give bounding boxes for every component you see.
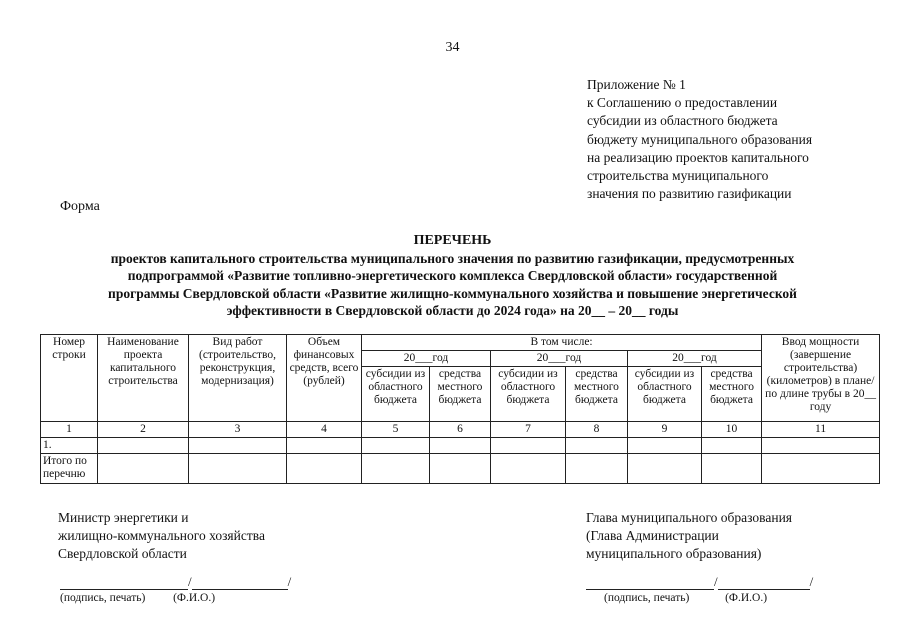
table-cell <box>287 438 362 454</box>
header-row-number: Номер строки <box>41 335 98 422</box>
signatory-right <box>586 509 792 564</box>
slash: / <box>287 574 292 589</box>
col-number: 2 <box>98 422 189 438</box>
projects-table <box>40 334 880 484</box>
slash: / <box>809 574 814 589</box>
table-cell <box>762 454 880 484</box>
table-cell <box>628 454 702 484</box>
appendix-line: строительства муниципального <box>587 168 769 184</box>
total-row <box>41 454 880 484</box>
table-cell <box>287 454 362 484</box>
header-local-1: средства местного бюджета <box>430 367 491 422</box>
title-line: программы Свердловской области «Развитие жилищно-коммунального хозяйства и повышение энергетической <box>108 285 797 301</box>
signature-blank <box>60 577 188 590</box>
header-capacity: Ввод мощности (завершение строительства) (километров) в плане/по длине трубы в 20__ году <box>762 335 880 422</box>
table-cell <box>362 438 430 454</box>
signature-field-right <box>586 574 813 604</box>
appendix-line: на реализацию проектов капитального <box>587 149 809 165</box>
appendix-block <box>587 76 887 203</box>
title-line: эффективности в Свердловской области до 2024 года» на 20__ – 20__ годы <box>226 303 679 318</box>
header-amount: Объем финансовых средств, всего (рублей) <box>287 335 362 422</box>
signatory-line: жилищно-коммунального хозяйства <box>58 528 265 544</box>
col-number: 10 <box>702 422 762 438</box>
signatory-line: Свердловской области <box>58 546 187 562</box>
name-blank <box>718 577 810 590</box>
appendix-line: бюджету муниципального образования <box>587 131 813 147</box>
col-number: 6 <box>430 422 491 438</box>
caption-signature: (подпись, печать) <box>604 592 690 604</box>
signature-blank <box>586 577 714 590</box>
title-heading: ПЕРЕЧЕНЬ <box>413 233 492 248</box>
table-cell <box>566 438 628 454</box>
table-cell <box>566 454 628 484</box>
table-cell <box>430 438 491 454</box>
title-line: подпрограммой «Развитие топливно-энергетического комплекса Свердловской области» государственной <box>127 268 778 283</box>
year-header-2: 20___год <box>491 351 628 367</box>
name-blank <box>192 577 288 590</box>
col-number: 11 <box>762 422 880 438</box>
appendix-line: к Соглашению о предоставлении <box>587 95 778 111</box>
table-cell <box>98 438 189 454</box>
col-number: 9 <box>628 422 702 438</box>
caption-signature: (подпись, печать) <box>60 592 146 604</box>
document-title <box>40 232 865 320</box>
table-cell <box>362 454 430 484</box>
appendix-line: Приложение № 1 <box>587 77 686 92</box>
slash: / <box>714 574 718 589</box>
signatory-line: (Глава Администрации <box>586 528 719 544</box>
header-local-2: средства местного бюджета <box>566 367 628 422</box>
table-cell <box>762 438 880 454</box>
col-number: 1 <box>41 422 98 438</box>
slash: / <box>188 574 192 589</box>
table-row <box>41 438 880 454</box>
year-header-3: 20___год <box>628 351 762 367</box>
col-number: 5 <box>362 422 430 438</box>
table-cell <box>189 438 287 454</box>
signatory-left <box>58 509 265 564</box>
table-cell <box>628 438 702 454</box>
caption-name: (Ф.И.О.) <box>173 592 216 604</box>
form-label: Форма <box>60 199 100 214</box>
table-cell <box>98 454 189 484</box>
col-number: 3 <box>189 422 287 438</box>
table-cell <box>491 454 566 484</box>
header-including: В том числе: <box>362 335 762 351</box>
total-label: Итого по перечню <box>41 454 98 484</box>
signatory-line: Министр энергетики и <box>58 510 189 525</box>
page-number: 34 <box>445 40 460 55</box>
table-cell <box>491 438 566 454</box>
header-local-3: средства местного бюджета <box>702 367 762 422</box>
caption-name: (Ф.И.О.) <box>725 592 768 604</box>
row-number-cell: 1. <box>41 438 98 454</box>
title-line: проектов капитального строительства муниципального значения по развитию газификации, предусмотренных <box>110 250 795 266</box>
signatory-line: Глава муниципального образования <box>586 510 793 525</box>
header-subsidy-2: субсидии из областного бюджета <box>491 367 566 422</box>
col-number: 7 <box>491 422 566 438</box>
col-number: 4 <box>287 422 362 438</box>
header-subsidy-1: субсидии из областного бюджета <box>362 367 430 422</box>
table-cell <box>702 454 762 484</box>
signature-field-left <box>60 574 291 604</box>
year-header-1: 20___год <box>362 351 491 367</box>
table-cell <box>430 454 491 484</box>
column-number-row <box>41 422 880 438</box>
table-cell <box>189 454 287 484</box>
header-work-type: Вид работ (строительство, реконструкция, модернизация) <box>189 335 287 422</box>
col-number: 8 <box>566 422 628 438</box>
appendix-line: значения по развитию газификации <box>587 186 792 202</box>
header-project-name: Наименование проекта капитального строительства <box>98 335 189 422</box>
header-subsidy-3: субсидии из областного бюджета <box>628 367 702 422</box>
appendix-line: субсидии из областного бюджета <box>587 113 778 129</box>
table-cell <box>702 438 762 454</box>
signatory-line: муниципального образования) <box>586 546 762 562</box>
